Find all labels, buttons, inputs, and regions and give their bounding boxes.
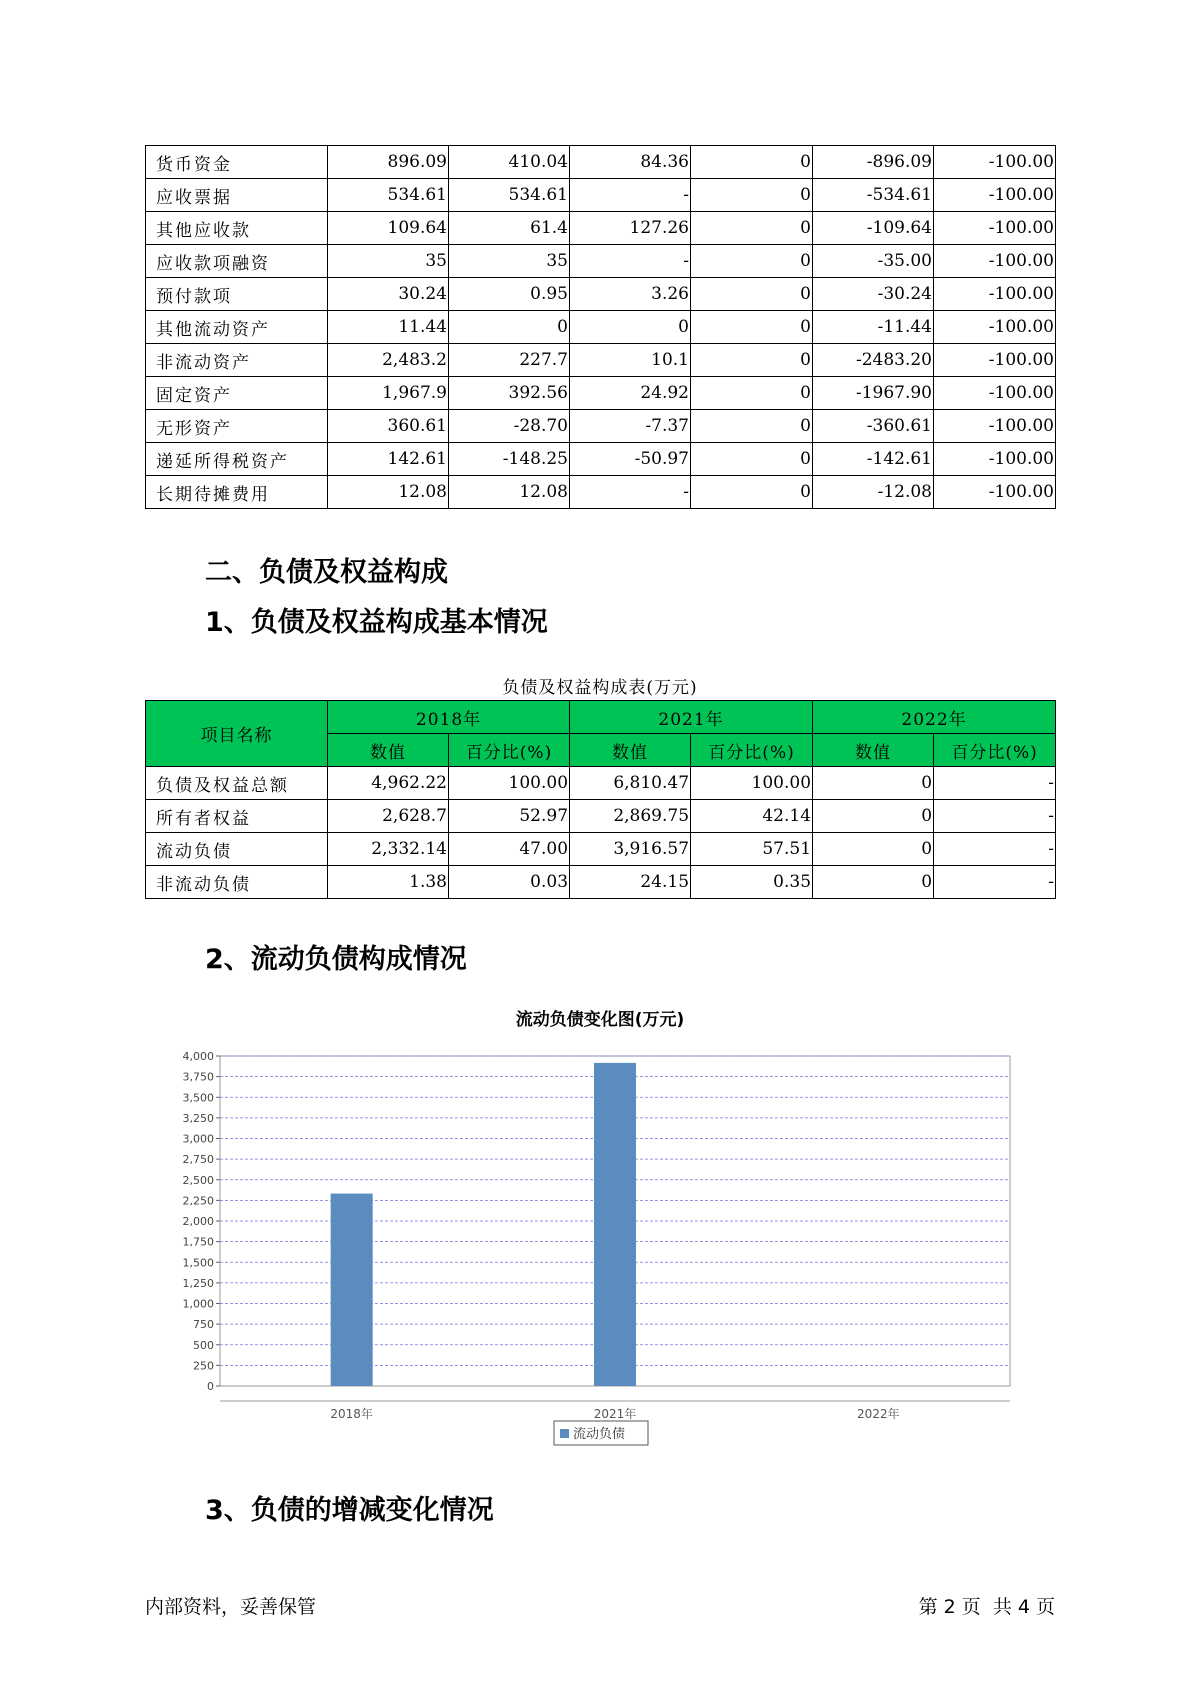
- percent-header: 百分比(%): [691, 734, 813, 767]
- value-cell: 12.08: [449, 476, 570, 509]
- value-cell: -: [570, 476, 691, 509]
- value-cell: 61.4: [449, 212, 570, 245]
- table-caption: 负债及权益构成表(万元): [502, 678, 698, 698]
- value-cell: 0: [691, 410, 813, 443]
- row-label-cell: 预付款项: [146, 278, 328, 311]
- value-cell: 0: [691, 278, 813, 311]
- value-cell: 35: [328, 245, 449, 278]
- y-tick-label: 3,750: [182, 1070, 214, 1084]
- value-cell: 0.03: [449, 866, 570, 899]
- bar-2018年: [331, 1194, 373, 1386]
- value-cell: 0: [813, 866, 934, 899]
- asset-table-row: [146, 443, 1056, 476]
- value-cell: -100.00: [934, 212, 1056, 245]
- value-cell: 0: [691, 212, 813, 245]
- value-cell: -100.00: [934, 410, 1056, 443]
- value-cell: 52.97: [449, 800, 570, 833]
- asset-table-row: [146, 146, 1056, 179]
- bar-2021年: [594, 1063, 636, 1386]
- value-cell: -100.00: [934, 443, 1056, 476]
- subsection-heading-1: 1、负债及权益构成基本情况: [205, 607, 548, 638]
- value-cell: 57.51: [691, 833, 813, 866]
- value-cell: 100.00: [691, 767, 813, 800]
- value-cell: 896.09: [328, 146, 449, 179]
- value-cell: -100.00: [934, 377, 1056, 410]
- value-cell: 360.61: [328, 410, 449, 443]
- y-tick-label: 3,000: [182, 1132, 214, 1146]
- value-cell: 2,332.14: [328, 833, 449, 866]
- value-cell: -7.37: [570, 410, 691, 443]
- value-cell: 109.64: [328, 212, 449, 245]
- y-tick-label: 0: [207, 1380, 214, 1393]
- row-label-cell: 所有者权益: [146, 800, 328, 833]
- y-tick-label: 2,000: [182, 1215, 214, 1228]
- value-cell: 142.61: [328, 443, 449, 476]
- x-tick-label: 2022年: [857, 1407, 900, 1421]
- value-cell: 0: [691, 377, 813, 410]
- value-cell: 3,916.57: [570, 833, 691, 866]
- asset-table-body: [146, 146, 1056, 509]
- asset-table-row: [146, 245, 1056, 278]
- value-cell: -100.00: [934, 179, 1056, 212]
- y-tick-label: 1,500: [182, 1256, 214, 1270]
- y-tick-label: 3,250: [182, 1111, 214, 1125]
- y-tick-label: 500: [193, 1338, 214, 1352]
- value-cell: 392.56: [449, 377, 570, 410]
- row-label-cell: 负债及权益总额: [146, 767, 328, 800]
- x-tick-label: 2021年: [593, 1407, 637, 1421]
- value-cell: -1967.90: [813, 377, 934, 410]
- chart-title: 流动负债变化图(万元): [515, 1010, 685, 1030]
- value-cell: 227.7: [449, 344, 570, 377]
- value-header: 数值: [328, 734, 449, 767]
- value-cell: -100.00: [934, 311, 1056, 344]
- value-cell: 30.24: [328, 278, 449, 311]
- value-cell: 0.95: [449, 278, 570, 311]
- value-cell: -: [570, 179, 691, 212]
- value-cell: -142.61: [813, 443, 934, 476]
- row-label-cell: 递延所得税资产: [146, 443, 328, 476]
- legend-label: 流动负债: [573, 1427, 626, 1442]
- value-cell: 10.1: [570, 344, 691, 377]
- value-cell: 1.38: [328, 866, 449, 899]
- value-cell: -2483.20: [813, 344, 934, 377]
- legend-swatch: [560, 1429, 569, 1438]
- value-cell: -30.24: [813, 278, 934, 311]
- liability-table-row: [146, 800, 1056, 833]
- liability-table-row: [146, 767, 1056, 800]
- row-label-cell: 无形资产: [146, 410, 328, 443]
- year-header-2021: 2021年: [570, 701, 813, 734]
- y-tick-label: 4,000: [182, 1050, 214, 1063]
- row-label-cell: 流动负债: [146, 833, 328, 866]
- value-cell: 127.26: [570, 212, 691, 245]
- header-row-years: [146, 701, 1056, 734]
- value-cell: 0: [691, 179, 813, 212]
- footer-confidential-note: 内部资料，妥善保管: [145, 1596, 317, 1618]
- row-label-cell: 长期待摊费用: [146, 476, 328, 509]
- y-tick-label: 3,500: [182, 1091, 214, 1105]
- asset-change-table: [145, 145, 1056, 509]
- asset-table-row: [146, 278, 1056, 311]
- item-name-header: 项目名称: [146, 701, 328, 767]
- y-tick-label: 2,500: [182, 1173, 214, 1187]
- value-cell: 0: [813, 833, 934, 866]
- year-header-2018: 2018年: [328, 701, 570, 734]
- asset-table-row: [146, 344, 1056, 377]
- subsection-heading-3: 3、负债的增减变化情况: [205, 1495, 494, 1526]
- asset-table-row: [146, 212, 1056, 245]
- value-cell: 0: [691, 311, 813, 344]
- value-cell: -35.00: [813, 245, 934, 278]
- y-tick-label: 750: [193, 1318, 214, 1332]
- value-cell: 1,967.9: [328, 377, 449, 410]
- value-cell: -100.00: [934, 245, 1056, 278]
- value-cell: -896.09: [813, 146, 934, 179]
- value-cell: 6,810.47: [570, 767, 691, 800]
- value-cell: 47.00: [449, 833, 570, 866]
- row-label-cell: 应收票据: [146, 179, 328, 212]
- value-cell: 0: [813, 800, 934, 833]
- value-cell: 0: [691, 146, 813, 179]
- value-cell: -100.00: [934, 278, 1056, 311]
- value-cell: 2,483.2: [328, 344, 449, 377]
- asset-table-row: [146, 377, 1056, 410]
- value-cell: 24.92: [570, 377, 691, 410]
- y-tick-label: 1,250: [182, 1276, 214, 1290]
- value-cell: 3.26: [570, 278, 691, 311]
- value-header: 数值: [813, 734, 934, 767]
- y-tick-label: 1,000: [182, 1297, 214, 1311]
- value-cell: -28.70: [449, 410, 570, 443]
- asset-table-row: [146, 410, 1056, 443]
- row-label-cell: 非流动负债: [146, 866, 328, 899]
- value-cell: -109.64: [813, 212, 934, 245]
- y-tick-label: 2,750: [182, 1153, 214, 1167]
- row-label-cell: 货币资金: [146, 146, 328, 179]
- value-cell: 12.08: [328, 476, 449, 509]
- value-cell: 2,869.75: [570, 800, 691, 833]
- row-label-cell: 固定资产: [146, 377, 328, 410]
- value-cell: 2,628.7: [328, 800, 449, 833]
- row-label-cell: 其他流动资产: [146, 311, 328, 344]
- value-cell: -: [934, 767, 1056, 800]
- value-cell: 410.04: [449, 146, 570, 179]
- value-cell: 534.61: [328, 179, 449, 212]
- value-cell: -100.00: [934, 476, 1056, 509]
- value-cell: -11.44: [813, 311, 934, 344]
- section-heading: 二、负债及权益构成: [205, 557, 448, 588]
- value-cell: 4,962.22: [328, 767, 449, 800]
- value-cell: 11.44: [328, 311, 449, 344]
- value-cell: 0: [813, 767, 934, 800]
- year-header-2022: 2022年: [813, 701, 1056, 734]
- value-header: 数值: [570, 734, 691, 767]
- y-tick-label: 250: [193, 1359, 214, 1373]
- value-cell: 84.36: [570, 146, 691, 179]
- row-label-cell: 非流动资产: [146, 344, 328, 377]
- percent-header: 百分比(%): [449, 734, 570, 767]
- value-cell: 0: [691, 344, 813, 377]
- y-tick-label: 2,250: [182, 1194, 214, 1208]
- asset-table-row: [146, 311, 1056, 344]
- value-cell: -148.25: [449, 443, 570, 476]
- value-cell: -: [934, 833, 1056, 866]
- value-cell: 0: [449, 311, 570, 344]
- subsection-heading-2: 2、流动负债构成情况: [205, 944, 467, 975]
- value-cell: -12.08: [813, 476, 934, 509]
- row-label-cell: 应收款项融资: [146, 245, 328, 278]
- value-cell: 0: [691, 443, 813, 476]
- value-cell: -: [934, 800, 1056, 833]
- liability-table-body: [146, 767, 1056, 899]
- value-cell: 0: [691, 476, 813, 509]
- value-cell: 35: [449, 245, 570, 278]
- liability-table-row: [146, 866, 1056, 899]
- percent-header: 百分比(%): [934, 734, 1056, 767]
- footer-page-number: 第 2 页 共 4 页: [918, 1596, 1055, 1618]
- row-label-cell: 其他应收款: [146, 212, 328, 245]
- value-cell: -100.00: [934, 344, 1056, 377]
- asset-table-row: [146, 179, 1056, 212]
- value-cell: 534.61: [449, 179, 570, 212]
- liability-equity-table: [145, 700, 1056, 899]
- value-cell: -360.61: [813, 410, 934, 443]
- value-cell: 24.15: [570, 866, 691, 899]
- value-cell: -534.61: [813, 179, 934, 212]
- value-cell: 0: [691, 245, 813, 278]
- x-tick-label: 2018年: [330, 1407, 373, 1421]
- value-cell: 42.14: [691, 800, 813, 833]
- asset-table-row: [146, 476, 1056, 509]
- value-cell: -: [570, 245, 691, 278]
- value-cell: 100.00: [449, 767, 570, 800]
- value-cell: 0: [570, 311, 691, 344]
- value-cell: -: [934, 866, 1056, 899]
- value-cell: -100.00: [934, 146, 1056, 179]
- liability-table-row: [146, 833, 1056, 866]
- value-cell: -50.97: [570, 443, 691, 476]
- y-tick-label: 1,750: [182, 1235, 214, 1249]
- current-liabilities-bar-chart: [145, 1035, 1055, 1455]
- value-cell: 0.35: [691, 866, 813, 899]
